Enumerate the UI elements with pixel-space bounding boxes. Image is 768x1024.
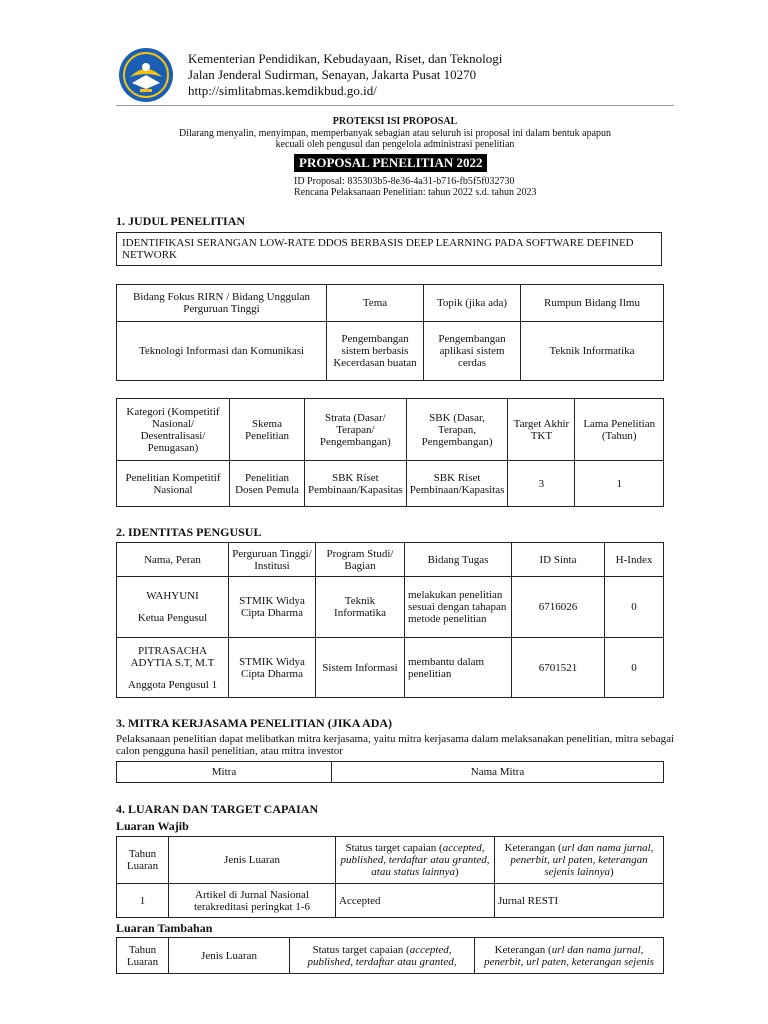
header-id-sinta: ID Sinta [512,543,605,577]
cell-lama: 1 [575,461,664,507]
keterangan-prefix: Keterangan ( [504,842,562,854]
header-tahun-luaran: Tahun Luaran [117,837,169,884]
table-row [117,638,664,698]
header-mitra: Mitra [117,762,332,783]
header-skema: Skema Penelitian [230,399,305,461]
section-1-title: 1. JUDUL PENELITIAN [116,214,246,228]
ministry-address: Jalan Jenderal Sudirman, Senayan, Jakarta Pusat 10270 [188,67,477,82]
proposer-name: WAHYUNI [146,590,199,602]
header-sbk: SBK (Dasar, Terapan, Pengembangan) [406,399,508,461]
cell-id-sinta: 6716026 [512,577,605,638]
cell-strata: SBK Riset Pembinaan/Kapasitas [305,461,407,507]
cell-jenis: Artikel di Jurnal Nasional terakreditasi peringkat 1-6 [169,884,336,918]
proposer-name: PITRASACHA ADYTIA S.T, M.T [130,644,215,669]
header-strata: Strata (Dasar/ Terapan/ Pengembangan) [305,399,407,461]
kemdikbud-logo-icon [118,47,174,103]
section-2-title: 2. IDENTITAS PENGUSUL [116,525,262,539]
section-3-description: Pelaksanaan penelitian dapat melibatkan mitra kerjasama, yaitu mitra kerjasama dalam melaksanakan penelitian, mitra sebagai calon pengguna hasil penelitian, atau mitra investor [116,733,675,757]
header-jenis-luaran: Jenis Luaran [169,837,336,884]
additional-output-table [116,937,664,974]
ministry-url[interactable]: http://simlitabmas.kemdikbud.go.id/ [188,83,377,98]
proposer-table [116,542,664,698]
protection-notice [116,128,674,150]
header-topik: Topik (jika ada) [424,285,521,322]
luaran-tambahan-title: Luaran Tambahan [116,921,213,935]
cell-bidang-tugas: membantu dalam penelitian [405,638,512,698]
section-4-title: 4. LUARAN DAN TARGET CAPAIAN [116,802,319,816]
cell-status: Accepted [336,884,495,918]
header-tema: Tema [327,285,424,322]
header-tahun-luaran: Tahun Luaran [117,938,169,974]
cell-keterangan: Jurnal RESTI [495,884,664,918]
protection-line-1: Dilarang menyalin, menyimpan, memperbanyak sebagian atau seluruh isi proposal ini dalam bentuk apapun [178,128,612,139]
status-prefix: Status target capaian ( [345,842,443,854]
keterangan-prefix: Keterangan ( [494,943,552,956]
section-3-title: 3. MITRA KERJASAMA PENELITIAN (JIKA ADA) [116,716,393,730]
cell-nama-peran [117,638,229,698]
cell-rumpun: Teknik Informatika [521,322,664,381]
header-target-tkt: Target Akhir TKT [508,399,575,461]
header-kategori: Kategori (Kompetitif Nasional/ Desentralisasi/ Penugasan) [117,399,230,461]
cell-bidang-tugas: melakukan penelitian sesuai dengan tahapan metode penelitian [405,577,512,638]
cell-prodi: Teknik Informatika [316,577,405,638]
ministry-name: Kementerian Pendidikan, Kebudayaan, Riset, dan Teknologi [188,51,503,66]
status-italic: accepted, published, terdaftar atau granted, [307,943,457,968]
header-bidang-fokus: Bidang Fokus RIRN / Bidang Unggulan Perguruan Tinggi [117,285,327,322]
header-divider [116,105,674,106]
proposer-role: Anggota Pengusul 1 [127,678,218,691]
cell-skema: Penelitian Dosen Pemula [230,461,305,507]
cell-sbk: SBK Riset Pembinaan/Kapasitas [406,461,508,507]
header-bidang-tugas: Bidang Tugas [405,543,512,577]
keterangan-suffix: ) [610,866,614,878]
cell-perguruan: STMIK Widya Cipta Dharma [229,577,316,638]
header-status-target [336,837,495,884]
header-status-target [290,938,475,974]
cell-tema: Pengembangan sistem berbasis Kecerdasan buatan [327,322,424,381]
cell-nama-peran [117,577,229,638]
status-italic: accepted, published, terdaftar atau granted, atau status lainnya [340,842,490,878]
keterangan-italic: url dan nama jurnal, penerbit, url paten, keterangan sejenis lainnya [510,842,654,878]
cell-prodi: Sistem Informasi [316,638,405,698]
proposal-plan: Rencana Pelaksanaan Penelitian: tahun 2022 s.d. tahun 2023 [294,187,537,198]
research-field-table [116,284,664,381]
cell-perguruan: STMIK Widya Cipta Dharma [229,638,316,698]
partner-table [116,761,664,783]
research-scheme-table [116,398,664,507]
cell-bidang-fokus: Teknologi Informasi dan Komunikasi [117,322,327,381]
proposal-id: ID Proposal: 835303b5-8e36-4a31-b716-fb5f5f032730 [294,176,515,187]
header-rumpun: Rumpun Bidang Ilmu [521,285,664,322]
table-row [117,577,664,638]
header-keterangan [475,938,664,974]
cell-tahun: 1 [117,884,169,918]
header-perguruan: Perguruan Tinggi/ Institusi [229,543,316,577]
proposer-role: Ketua Pengusul [137,612,208,624]
status-suffix: ) [455,866,459,878]
header-jenis-luaran: Jenis Luaran [169,938,290,974]
cell-h-index: 0 [605,577,664,638]
proposal-banner: PROPOSAL PENELITIAN 2022 [294,154,487,172]
research-title-box: IDENTIFIKASI SERANGAN LOW-RATE DDOS BERBASIS DEEP LEARNING PADA SOFTWARE DEFINED NETWORK [116,232,662,266]
table-row [117,884,664,918]
header-h-index: H-Index [605,543,664,577]
cell-topik: Pengembangan aplikasi sistem cerdas [424,322,521,381]
header-nama-mitra: Nama Mitra [332,762,664,783]
cell-h-index: 0 [605,638,664,698]
proposal-meta [294,176,536,198]
cell-target-tkt: 3 [508,461,575,507]
header-lama: Lama Penelitian (Tahun) [575,399,664,461]
protection-title: PROTEKSI ISI PROPOSAL [332,116,458,127]
ministry-header [188,51,502,99]
header-nama-peran: Nama, Peran [117,543,229,577]
protection-line-2: kecuali oleh pengusul dan pengelola administrasi penelitian [275,139,515,150]
status-prefix: Status target capaian ( [312,943,410,956]
cell-kategori: Penelitian Kompetitif Nasional [117,461,230,507]
cell-id-sinta: 6701521 [512,638,605,698]
luaran-wajib-title: Luaran Wajib [116,819,189,833]
header-prodi: Program Studi/ Bagian [316,543,405,577]
keterangan-italic: url dan nama jurnal, penerbit, url paten, keterangan sejenis [484,943,654,968]
mandatory-output-table [116,836,664,918]
header-keterangan [495,837,664,884]
